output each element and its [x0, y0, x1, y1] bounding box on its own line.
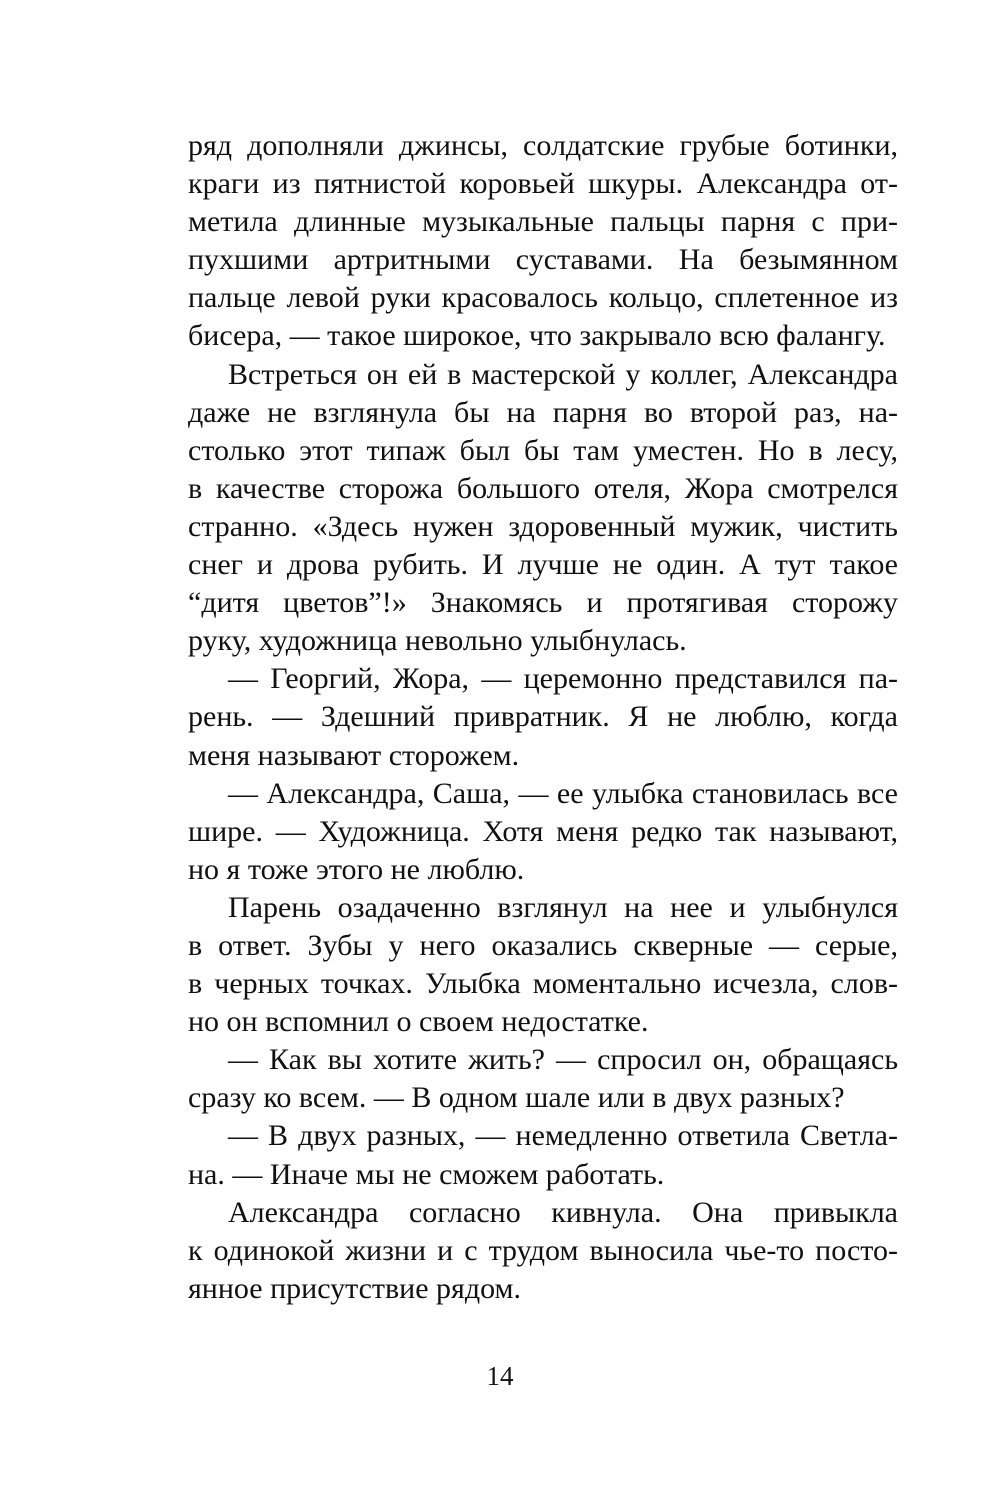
text-line: бисера, — такое широкое, что закрывало всю фалангу.: [188, 319, 886, 353]
text-line: к одинокой жизни и с трудом выносила чье-то посто-: [188, 1233, 898, 1267]
body-text: [188, 127, 898, 1308]
text-line: Александра согласно кивнула. Она привыкла: [228, 1195, 898, 1229]
text-line: столько этот типаж был бы там уместен. Но в лесу,: [188, 433, 898, 467]
page-number: 14: [486, 1361, 514, 1391]
text-line: краги из пятнистой коровьей шкуры. Александра от-: [188, 167, 898, 201]
text-line: в черных точках. Улыбка моментально исчезла, слов-: [188, 967, 898, 1001]
text-line: — Георгий, Жора, — церемонно представился па-: [228, 662, 898, 696]
text-line: снег и дрова рубить. И лучше не один. А тут такое: [188, 548, 898, 582]
text-line: пухшими артритными суставами. На безымянном: [188, 243, 898, 277]
text-line: в качестве сторожа большого отеля, Жора смотрелся: [188, 471, 898, 505]
text-line: ряд дополняли джинсы, солдатские грубые ботинки,: [188, 129, 898, 162]
text-line: в ответ. Зубы у него оказались скверные — серые,: [188, 928, 898, 962]
text-line: руку, художница невольно улыбнулась.: [188, 624, 687, 658]
text-line: “дитя цветов”!» Знакомясь и протягивая сторожу: [188, 586, 898, 620]
text-line: шире. — Художница. Хотя меня редко так называют,: [188, 814, 898, 848]
text-line: рень. — Здешний привратник. Я не люблю, когда: [188, 700, 898, 734]
text-line: пальце левой руки красовалось кольцо, сплетенное из: [188, 281, 898, 315]
text-line: но я тоже этого не люблю.: [188, 852, 525, 886]
text-line: меня называют сторожем.: [188, 738, 520, 772]
text-line: янное присутствие рядом.: [188, 1271, 522, 1305]
text-line: но он вспомнил о своем недостатке.: [188, 1005, 649, 1039]
text-line: — В двух разных, — немедленно ответила Светла-: [228, 1119, 898, 1153]
text-line: даже не взглянула бы на парня во второй раз, на-: [188, 395, 898, 429]
text-line: Парень озадаченно взглянул на нее и улыбнулся: [228, 890, 898, 924]
text-line: — Александра, Саша, — ее улыбка становилась все: [228, 776, 898, 810]
text-line: на. — Иначе мы не сможем работать.: [188, 1157, 665, 1191]
text-line: сразу ко всем. — В одном шале или в двух разных?: [188, 1081, 845, 1115]
text-line: — Как вы хотите жить? — спросил он, обращаясь: [228, 1043, 898, 1077]
text-line: Встреться он ей в мастерской у коллег, Александра: [228, 357, 898, 391]
text-line: метила длинные музыкальные пальцы парня с при-: [188, 205, 898, 239]
text-line: странно. «Здесь нужен здоровенный мужик, чистить: [188, 509, 898, 543]
